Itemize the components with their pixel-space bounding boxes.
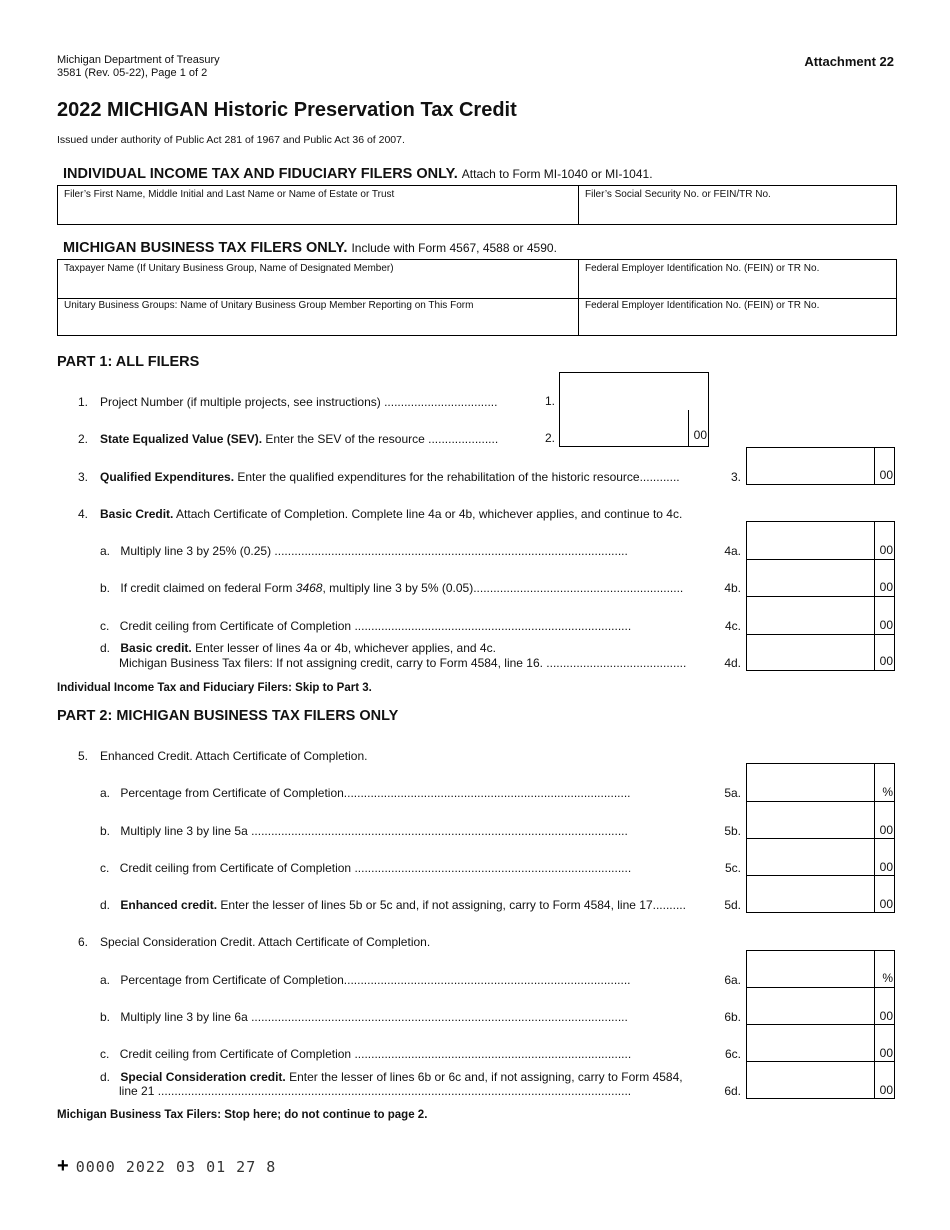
line-6d-cents: 00	[874, 1062, 894, 1098]
line-4c	[100, 619, 631, 633]
line-5c-text: Credit ceiling from Certificate of Completion ...................................................................................	[119, 861, 632, 875]
line-1-number: 1.	[77, 395, 88, 409]
ubg-member-label: Unitary Business Groups: Name of Unitary Business Group Member Reporting on This Form	[64, 300, 474, 311]
basic-credit-input[interactable]	[746, 634, 895, 671]
skip-to-part3-note: Individual Income Tax and Fiduciary Filers: Skip to Part 3.	[57, 682, 372, 694]
line-5c-cents: 00	[874, 839, 894, 875]
line-4a-letter: a.	[100, 544, 111, 558]
part2-title: PART 2: MICHIGAN BUSINESS TAX FILERS ONLY	[57, 708, 399, 724]
taxpayer-name-field[interactable]	[58, 260, 579, 298]
line-5a-input[interactable]	[746, 763, 895, 802]
line-6d-text2: line 21 ..............................................................................................................................................	[119, 1084, 632, 1098]
line-2-ref: 2.	[544, 431, 555, 445]
form-header	[57, 54, 220, 80]
issued-authority: Issued under authority of Public Act 281 of 1967 and Public Act 36 of 2007.	[57, 134, 405, 146]
line-5c	[100, 861, 631, 875]
line-4a	[100, 544, 628, 558]
ubg-member-field[interactable]	[58, 297, 579, 335]
line-5a-text: Percentage from Certificate of Completion......................................................................................	[120, 786, 631, 800]
taxpayer-name-label: Taxpayer Name (If Unitary Business Group, Name of Designated Member)	[64, 263, 394, 274]
line-4d-cents: 00	[874, 635, 894, 670]
line-5b	[100, 824, 628, 838]
line-5a-letter: a.	[100, 786, 111, 800]
line-4d-bold: Basic credit.	[120, 641, 192, 655]
agency-name: Michigan Department of Treasury	[57, 54, 220, 66]
filer-ssn-label: Filer’s Social Security No. or FEIN/TR No.	[585, 189, 771, 200]
line-5d-ref: 5d.	[724, 898, 741, 912]
filer-name-field[interactable]	[58, 186, 579, 224]
line-6b-letter: b.	[100, 1010, 111, 1024]
line-4d-text: Enter lesser of lines 4a or 4b, whichever applies, and 4c.	[191, 641, 496, 655]
sev-cents: 00	[688, 410, 708, 446]
line-5b-ref: 5b.	[724, 824, 741, 838]
form-revision: 3581 (Rev. 05-22), Page 1 of 2	[57, 67, 208, 79]
line-6d-label	[120, 1070, 682, 1084]
line-4b-form-number: 3468	[295, 581, 323, 595]
line-5b-letter: b.	[100, 824, 111, 838]
line-3-bold: Qualified Expenditures.	[100, 470, 235, 484]
line-3-text: Enter the qualified expenditures for the rehabilitation of the historic resource............	[234, 470, 680, 484]
ubg-fein-label: Federal Employer Identification No. (FEIN) or TR No.	[585, 300, 820, 311]
project-number-input[interactable]	[559, 372, 709, 411]
line-1-label: Project Number (if multiple projects, see instructions) ..................................	[100, 395, 498, 409]
line-4c-ref: 4c.	[724, 619, 741, 633]
business-heading-text: MICHIGAN BUSINESS TAX FILERS ONLY.	[63, 240, 348, 256]
line-6b-text: Multiply line 3 by line 6a .................................................................................................................	[120, 1010, 628, 1024]
line-6c-ref: 6c.	[724, 1047, 741, 1061]
line-3-label	[100, 470, 680, 484]
line-4a-text: Multiply line 3 by 25% (0.25) ..........................................................................................................	[120, 544, 628, 558]
line-4b-text-pre: If credit claimed on federal Form	[120, 581, 296, 595]
taxpayer-fein-label: Federal Employer Identification No. (FEIN) or TR No.	[585, 263, 820, 274]
line-6a-input[interactable]	[746, 950, 895, 988]
line-5d-bold: Enhanced credit.	[120, 898, 218, 912]
line-5-number: 5.	[77, 749, 88, 763]
qualified-expenditures-input[interactable]	[746, 447, 895, 485]
line-3-number: 3.	[77, 470, 88, 484]
line-3-ref: 3.	[730, 470, 741, 484]
line-5b-cents: 00	[874, 802, 894, 838]
line-6b	[100, 1010, 628, 1024]
line-6-text: Special Consideration Credit. Attach Certificate of Completion.	[100, 935, 431, 949]
line-6b-cents: 00	[874, 988, 894, 1024]
line-4a-input[interactable]	[746, 521, 895, 560]
line-3-cents: 00	[874, 448, 894, 484]
line-1-ref: 1.	[544, 394, 555, 408]
form-barcode-line	[57, 1155, 276, 1178]
page-title: 2022 MICHIGAN Historic Preservation Tax Credit	[57, 99, 517, 121]
line-4b-label	[120, 581, 683, 595]
line-4c-text: Credit ceiling from Certificate of Completion ...................................................................................	[119, 619, 632, 633]
line-6a-letter: a.	[100, 973, 111, 987]
line-5d-cents: 00	[874, 876, 894, 912]
line-4c-letter: c.	[100, 619, 110, 633]
enhanced-credit-input[interactable]	[746, 875, 895, 913]
line-6b-ref: 6b.	[724, 1010, 741, 1024]
form-code: 0000 2022 03 01 27 8	[75, 1158, 277, 1176]
line-4a-cents: 00	[874, 522, 894, 559]
line-4d-letter: d.	[100, 641, 111, 655]
line-6d-bold: Special Consideration credit.	[120, 1070, 286, 1084]
line-5d-text: Enter the lesser of lines 5b or 5c and, if not assigning, carry to Form 4584, line 17..........	[217, 898, 686, 912]
line-6d-letter: d.	[100, 1070, 111, 1084]
line-4b-letter: b.	[100, 581, 111, 595]
line-6-number: 6.	[77, 935, 88, 949]
line-6d-text: Enter the lesser of lines 6b or 6c and, if not assigning, carry to Form 4584,	[285, 1070, 683, 1084]
line-6c-text: Credit ceiling from Certificate of Completion ...................................................................................	[119, 1047, 632, 1061]
line-6a	[100, 973, 631, 987]
individual-section-heading	[63, 166, 653, 182]
line-6c-letter: c.	[100, 1047, 110, 1061]
line-4b-ref: 4b.	[724, 581, 741, 595]
line-6d-ref: 6d.	[724, 1084, 741, 1098]
line-4a-ref: 4a.	[724, 544, 741, 558]
business-taxpayer-row	[57, 259, 897, 299]
line-2-bold: State Equalized Value (SEV).	[100, 432, 263, 446]
line-4-bold: Basic Credit.	[100, 507, 174, 521]
line-4b-text-post: , multiply line 3 by 5% (0.05)...............................................................	[322, 581, 684, 595]
attachment-number: Attachment 22	[804, 54, 894, 69]
individual-filer-row	[57, 185, 897, 225]
stop-here-note: Michigan Business Tax Filers: Stop here; do not continue to page 2.	[57, 1109, 428, 1121]
line-4d-ref: 4d.	[724, 656, 741, 670]
line-4-text: Attach Certificate of Completion. Complete line 4a or 4b, whichever applies, and continue to 4c.	[173, 507, 683, 521]
individual-heading-note: Attach to Form MI-1040 or MI-1041.	[461, 167, 653, 181]
line-6a-text: Percentage from Certificate of Completion......................................................................................	[120, 973, 631, 987]
line-5c-letter: c.	[100, 861, 110, 875]
line-6d	[100, 1070, 683, 1084]
special-consideration-credit-input[interactable]	[746, 1061, 895, 1099]
line-5d-label	[120, 898, 686, 912]
part1-title: PART 1: ALL FILERS	[57, 354, 200, 370]
filer-name-label: Filer’s First Name, Middle Initial and Last Name or Name of Estate or Trust	[64, 189, 395, 200]
line-5b-text: Multiply line 3 by line 5a .................................................................................................................	[120, 824, 628, 838]
plus-icon: +	[57, 1155, 70, 1177]
line-2-number: 2.	[77, 432, 88, 446]
line-5d	[100, 898, 686, 912]
line-4b-cents: 00	[874, 560, 894, 596]
line-4-label	[100, 507, 682, 521]
line-6c-input[interactable]	[746, 1024, 895, 1062]
line-4d-text2: Michigan Business Tax filers: If not assigning credit, carry to Form 4584, line 16. ..........................................	[119, 656, 687, 670]
line-4d	[100, 641, 496, 655]
line-5a-ref: 5a.	[724, 786, 741, 800]
line-5c-ref: 5c.	[724, 861, 741, 875]
line-4b-input[interactable]	[746, 559, 895, 597]
line-5b-input[interactable]	[746, 801, 895, 839]
line-5-text: Enhanced Credit. Attach Certificate of Completion.	[100, 749, 368, 763]
business-section-heading	[63, 240, 557, 256]
individual-heading-text: INDIVIDUAL INCOME TAX AND FIDUCIARY FILERS ONLY.	[63, 166, 458, 182]
line-4c-input[interactable]	[746, 596, 895, 635]
line-4b	[100, 581, 683, 595]
filer-ssn-field[interactable]	[579, 186, 896, 224]
line-6b-input[interactable]	[746, 987, 895, 1025]
line-5a-percent: %	[874, 764, 894, 801]
business-ubg-row	[57, 297, 897, 336]
line-6a-ref: 6a.	[724, 973, 741, 987]
line-4d-label	[120, 641, 496, 655]
ubg-fein-field[interactable]	[579, 297, 896, 335]
line-2-text: Enter the SEV of the resource .....................	[262, 432, 499, 446]
line-6c-cents: 00	[874, 1025, 894, 1061]
business-heading-note: Include with Form 4567, 4588 or 4590.	[351, 241, 557, 255]
line-5c-input[interactable]	[746, 838, 895, 876]
line-5a	[100, 786, 631, 800]
line-4-number: 4.	[77, 507, 88, 521]
line-6a-percent: %	[874, 951, 894, 987]
line-5d-letter: d.	[100, 898, 111, 912]
taxpayer-fein-field[interactable]	[579, 260, 896, 298]
sev-input[interactable]	[559, 410, 709, 447]
line-6c	[100, 1047, 631, 1061]
line-4c-cents: 00	[874, 597, 894, 634]
line-2-label	[100, 432, 498, 446]
